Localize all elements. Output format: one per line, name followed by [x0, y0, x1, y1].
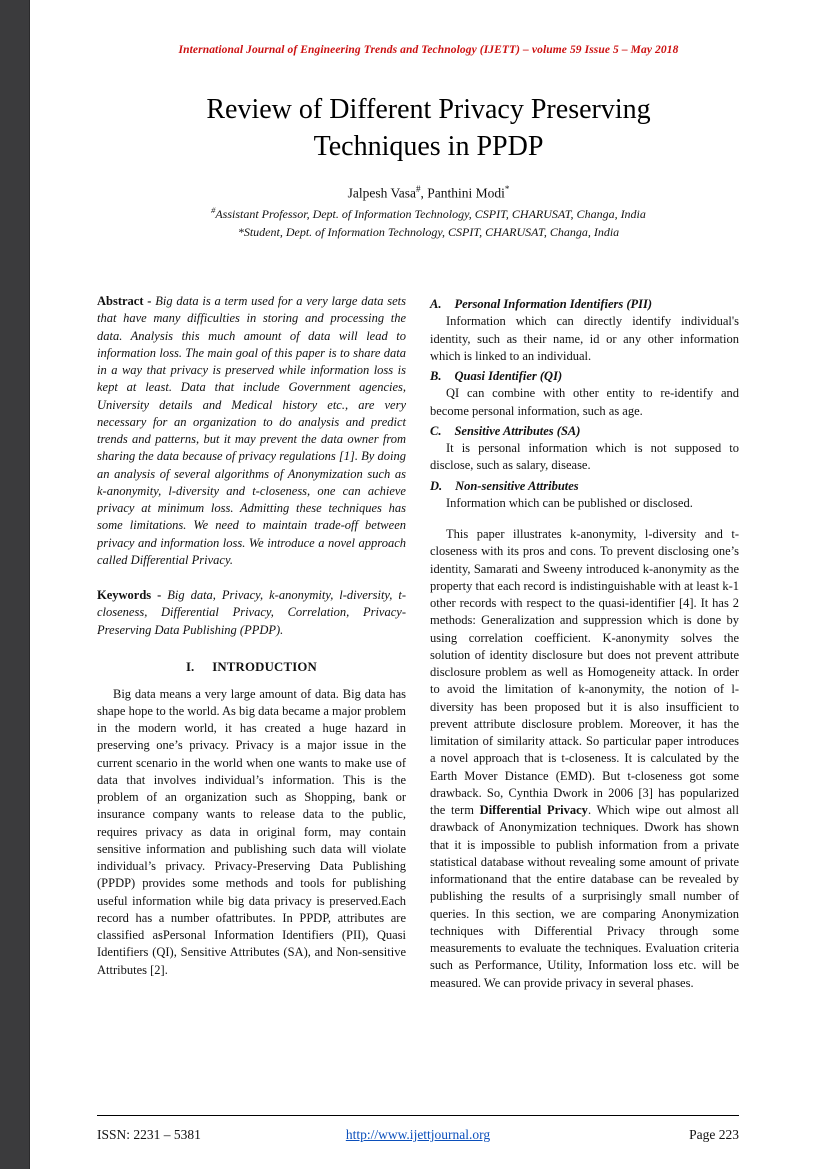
affiliations [30, 204, 827, 241]
subsection-heading-qi [430, 368, 739, 385]
subsection-label: A. [430, 297, 442, 312]
subsection-label: B. [430, 369, 442, 384]
subsection-heading-nonsensitive [430, 478, 739, 495]
author-separator: , [420, 185, 428, 201]
subsection-title: Personal Information Identifiers (PII) [454, 297, 653, 312]
introduction-paragraph: Big data means a very large amount of data. Big data has shape hope to the world. As big data became a major problem in the modern world, it has created a huge hazard in preserving one’s privacy. Privacy is a major issue in the current scenario in the world when one wants to make use of data that involves individual’s information. This is the problem of an organization such as Shopping, bank or insurance company wants to release data to the public, requires privacy as data in original form, may contain sensitive information and publishing such data will violate individual’s privacy. Privacy-Preserving Data Publishing (PPDP) provides some methods and tools for publishing useful information while big data privacy is preserved.Each record has a number ofattributes. In PPDP, attributes are classified asPersonal Information Identifiers (PII), Quasi Identifiers (QI), Sensitive Attributes (SA), and Non-sensitive Attributes [2]. [97, 686, 406, 977]
affiliation-1-text: Assistant Professor, Dept. of Information Technology, CSPIT, CHARUSAT, Changa, India [215, 207, 646, 222]
page-number: Page 223 [689, 1127, 739, 1142]
journal-header: International Journal of Engineering Trends and Technology (IJETT) – volume 59 Issue 5 – May 2018 [178, 44, 679, 56]
author-1-name: Jalpesh Vasa [347, 185, 416, 201]
page-footer [97, 1115, 739, 1143]
abstract-label: Abstract - [97, 294, 152, 309]
discussion-bold-term: Differential Privacy [479, 803, 588, 818]
subsection-body-qi: QI can combine with other entity to re-identify and become personal information, such as age. [430, 386, 739, 418]
affiliation-1-marker: # [211, 205, 216, 216]
affiliation-2-text: Student, Dept. of Information Technology, CSPIT, CHARUSAT, Changa, India [243, 224, 620, 239]
keywords-label: Keywords - [97, 588, 162, 603]
discussion-paragraph [430, 526, 739, 992]
subsection-body-sa: It is personal information which is not supposed to disclose, such as salary, disease. [430, 441, 739, 473]
left-column [97, 293, 406, 1093]
subsection-body-pii: Information which can directly identify individual's identity, such as their name, id or any other information which is linked to an individual. [430, 314, 739, 363]
subsection-heading-sa [430, 423, 739, 440]
subsection-heading-pii [430, 296, 739, 313]
author-1-marker: # [415, 183, 421, 194]
journal-url-link[interactable]: http://www.ijettjournal.org [345, 1127, 491, 1142]
authors-line [30, 184, 827, 202]
issn-label: ISSN: 2231 – 5381 [97, 1127, 201, 1142]
abstract-text: Big data is a term used for a very large data sets that have many difficulties in storing and processing the data. Analysis this much amount of data will lead to information loss. The main goal of this paper is to share data in a way that privacy is preserved while information loss is kept at least. Data that include Government agencies, University details and Medical history etc., are very necessary for an organization to do analysis and predict trends and patterns, but it may prevent the data owner from sharing the data because of privacy regulations [1]. By doing an analysis of several algorithms of Anonymization such as k-anonymity, l-diversity and t-closeness, one can achieve privacy at minimum loss. Admitting these techniques has some limitations. We need to maintain trade-off between privacy and information loss. We introduce a novel approach called Differential Privacy. [97, 294, 406, 567]
paper-title: Review of Different Privacy Preserving Techniques in PPDP [206, 94, 651, 162]
discussion-text-1: This paper illustrates k-anonymity, l-diversity and t-closeness with its pros and cons. To prevent disclosing one’s identity, Samarati and Sweeny introduced k-anonymity as the property that each record is indistinguishable with at least k-1 other records with respect to the quasi-identifier [4]. It has 2 methods: Generalization and suppression which is done by using correlation coefficient. K-anonymity solves the solution of identity disclosure but does not prevent attribute disclosure problem as well as Homogeneity attack. In order to avoid the limitation of k-anonymity, the notion of l-diversity has been proposed but it is also insufficient to prevent attribute disclosure problem. Moreover, it has the limitation of similarity attack. So particular paper introduces a novel approach that is t-closeness. It is calculated by the Earth Mover Distance (EMD). But t-closeness got some drawback. So, Cynthia Dwork in 2006 [3] has popularized the term [430, 527, 739, 818]
author-2-marker: * [504, 183, 510, 194]
affiliation-2-marker: * [237, 224, 244, 239]
discussion-text-2: . Which wipe out almost all drawback of Anonymization techniques. Dwork has shown that it is impossible to publish information from a private statistical database without revealing some amount of private informationand that the entire database can be revealed by publishing the results of a surprisingly small number of queries. In this section, we are comparing Anonymization techniques with Differential Privacy through some measurements to evaluate the techniques. Evaluation criteria such as Performance, Utility, Information loss etc. will be measured. We can provide privacy in several phases. [430, 803, 739, 990]
right-column [430, 293, 739, 1093]
keywords-paragraph [97, 587, 406, 639]
section-number: I. [186, 659, 195, 674]
subsection-label: C. [430, 423, 442, 438]
keywords-text: Big data, Privacy, k-anonymity, l-diversity, t-closeness, Differential Privacy, Correlation, Privacy-Preserving Data Publishing (PPDP). [97, 588, 406, 637]
subsection-title: Quasi Identifier (QI) [454, 369, 563, 384]
author-2-name: Panthini Modi [427, 185, 505, 201]
abstract-paragraph [97, 293, 406, 569]
affiliation-1 [30, 204, 827, 223]
viewer-left-strip [0, 0, 30, 1169]
subsection-title: Sensitive Attributes (SA) [454, 423, 581, 438]
paper-sheet [30, 0, 827, 1169]
section-title: INTRODUCTION [212, 659, 317, 674]
body-columns [97, 293, 739, 1093]
subsection-body-nonsensitive: Information which can be published or disclosed. [446, 495, 693, 510]
affiliation-2 [30, 224, 827, 241]
subsection-label: D. [430, 478, 443, 493]
section-heading-introduction [97, 659, 406, 677]
subsection-title: Non-sensitive Attributes [455, 478, 579, 493]
